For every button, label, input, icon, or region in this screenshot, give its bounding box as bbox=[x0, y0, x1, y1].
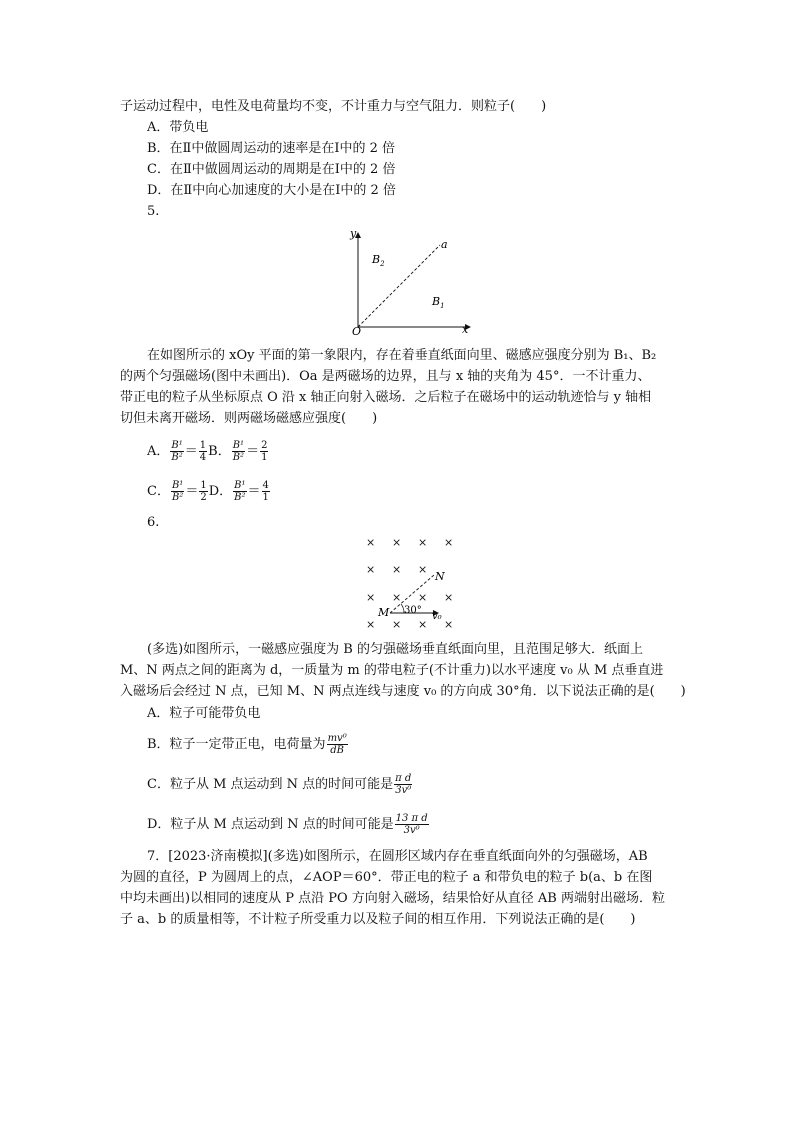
m-label: M bbox=[378, 606, 390, 619]
cross: × bbox=[392, 563, 402, 576]
cross: × bbox=[366, 591, 376, 604]
x-label: x bbox=[462, 323, 469, 336]
q6-option-c-fraction: $\frac{\text{π d}}{\text{3v⁰}}$ bbox=[395, 773, 412, 796]
q4-option-c: C．在Ⅱ中做圆周运动的周期是在Ⅰ中的 2 倍 bbox=[147, 162, 396, 177]
q5-line-4: 切但未离开磁场．则两磁场磁感应强度( ) bbox=[120, 411, 378, 426]
cross: × bbox=[392, 591, 402, 604]
q5-option-d-label: D． bbox=[208, 484, 233, 499]
q7-line-2: 为圆的直径，P 为圆周上的点，∠AOP＝60°．带正电的粒子 a 和带负电的粒子 b(a、b 在图 bbox=[120, 870, 653, 885]
q5-option-c-rhs: $\frac{1}{2}$ bbox=[200, 480, 207, 503]
q4-stem-tail: 子运动过程中，电性及电荷量均不变，不计重力与空气阻力．则粒子( ) bbox=[120, 99, 547, 114]
cross: × bbox=[366, 536, 376, 549]
y-label: y bbox=[350, 227, 357, 240]
boundary-oa bbox=[358, 245, 440, 327]
q6-figure bbox=[360, 533, 470, 633]
q5-option-d-rhs: $\frac{4}{1}$ bbox=[262, 480, 269, 503]
q5-option-a-lhs: $\frac{\text{B¹}}{\text{B²}}$ bbox=[171, 440, 183, 463]
q5-option-b-lhs: $\frac{\text{B¹}}{\text{B²}}$ bbox=[232, 440, 245, 463]
cross: × bbox=[418, 618, 428, 631]
q6-option-d-fraction: $\frac{\text{13 π d}}{\text{3v⁰}}$ bbox=[395, 813, 428, 836]
q5-option-c-label: C． bbox=[147, 484, 170, 499]
q4-option-d: D．在Ⅱ中向心加速度的大小是在Ⅰ中的 2 倍 bbox=[147, 183, 396, 198]
cross: × bbox=[392, 618, 402, 631]
q5-options-cd: C． $\frac{\text{B¹}}{\text{B²}}$ ＝ $\frac{1}{2}$ D． $\frac{\text{B¹}}{\text{B²}}$ ＝ $\frac{4}{1}$ bbox=[147, 480, 269, 503]
cross: × bbox=[366, 618, 376, 631]
q4-option-b: B．在Ⅱ中做圆周运动的速率是在Ⅰ中的 2 倍 bbox=[147, 141, 396, 156]
cross: × bbox=[418, 591, 428, 604]
b2-label: $B_2$ bbox=[372, 253, 385, 268]
q5-line-2: 的两个匀强磁场(图中未画出)．Oa 是两磁场的边界，且与 x 轴的夹角为 45°．一不计重力、 bbox=[120, 369, 651, 384]
q5-option-c-lhs: $\frac{\text{B¹}}{\text{B²}}$ bbox=[171, 480, 184, 503]
origin-label: O bbox=[352, 325, 362, 337]
a-label: a bbox=[441, 238, 448, 251]
n-label: N bbox=[435, 570, 445, 583]
cross: × bbox=[392, 536, 402, 549]
q5-options-ab: A． $\frac{\text{B¹}}{\text{B²}}$ ＝ $\frac{1}{4}$ B． $\frac{\text{B¹}}{\text{B²}}$ ＝ $\frac{2}{1}$ bbox=[147, 440, 268, 463]
cross: × bbox=[444, 618, 454, 631]
b1-label: $B_1$ bbox=[432, 295, 445, 310]
q5-option-b-label: B． bbox=[208, 444, 231, 459]
q6-option-a: A．粒子可能带负电 bbox=[147, 706, 261, 721]
q6-number: 6. bbox=[147, 515, 160, 530]
q5-option-a-label: A． bbox=[147, 444, 170, 459]
q5-figure bbox=[340, 225, 480, 337]
cross: × bbox=[418, 536, 428, 549]
q6-option-b-fraction: $\frac{\text{mv⁰}}{dB}$ bbox=[327, 733, 347, 756]
q6-line-1: (多选)如图所示，一磁感应强度为 B 的匀强磁场垂直纸面向里，且范围足够大．纸面上 bbox=[147, 642, 643, 657]
cross: × bbox=[444, 591, 454, 604]
q4-option-a: A．带负电 bbox=[147, 120, 209, 135]
q7-line-4: 子 a、b 的质量相等，不计粒子所受重力以及粒子间的相互作用．下列说法正确的是( ) bbox=[120, 912, 636, 927]
cross: × bbox=[418, 563, 428, 576]
q5-option-a-rhs: $\frac{1}{4}$ bbox=[199, 440, 207, 463]
q6-option-d: D．粒子从 M 点运动到 N 点的时间可能是 $\frac{\text{13 π d}}{\text{3v⁰}}$ bbox=[147, 813, 428, 836]
q5-line-3: 带正电的粒子从坐标原点 O 沿 x 轴正向射入磁场．之后粒子在磁场中的运动轨迹恰与 y 轴相 bbox=[120, 390, 652, 405]
q5-option-d-lhs: $\frac{\text{B¹}}{\text{B²}}$ bbox=[234, 480, 246, 503]
q6-line-2: M、N 两点之间的距离为 d，一质量为 m 的带电粒子(不计重力)以水平速度 v₀ 从 M 点垂直进 bbox=[120, 663, 664, 678]
q5-option-b-rhs: $\frac{2}{1}$ bbox=[261, 440, 268, 463]
q6-option-b: B．粒子一定带正电，电荷量为 $\frac{\text{mv⁰}}{dB}$ bbox=[147, 733, 347, 756]
q5-number: 5. bbox=[147, 204, 160, 219]
v0-label: v₀ bbox=[432, 611, 442, 622]
angle-label: 30° bbox=[404, 605, 422, 616]
q7-line-1: 7．[2023·济南模拟](多选)如图所示，在圆形区域内存在垂直纸面向外的匀强磁场，AB bbox=[147, 849, 648, 864]
q6-option-c: C．粒子从 M 点运动到 N 点的时间可能是 $\frac{\text{π d}}{\text{3v⁰}}$ bbox=[147, 773, 412, 796]
q7-line-3: 中均未画出)以相同的速度从 P 点沿 PO 方向射入磁场，结果恰好从直径 AB 两端射出磁场．粒 bbox=[120, 891, 665, 906]
cross: × bbox=[366, 563, 376, 576]
q6-line-3: 入磁场后会经过 N 点，已知 M、N 两点连线与速度 v₀ 的方向成 30°角．以下说法正确的是( ) bbox=[120, 684, 686, 699]
cross: × bbox=[444, 536, 454, 549]
q5-line-1: 在如图所示的 xOy 平面的第一象限内，存在着垂直纸面向里、磁感应强度分别为 B₁、B₂ bbox=[147, 348, 657, 363]
